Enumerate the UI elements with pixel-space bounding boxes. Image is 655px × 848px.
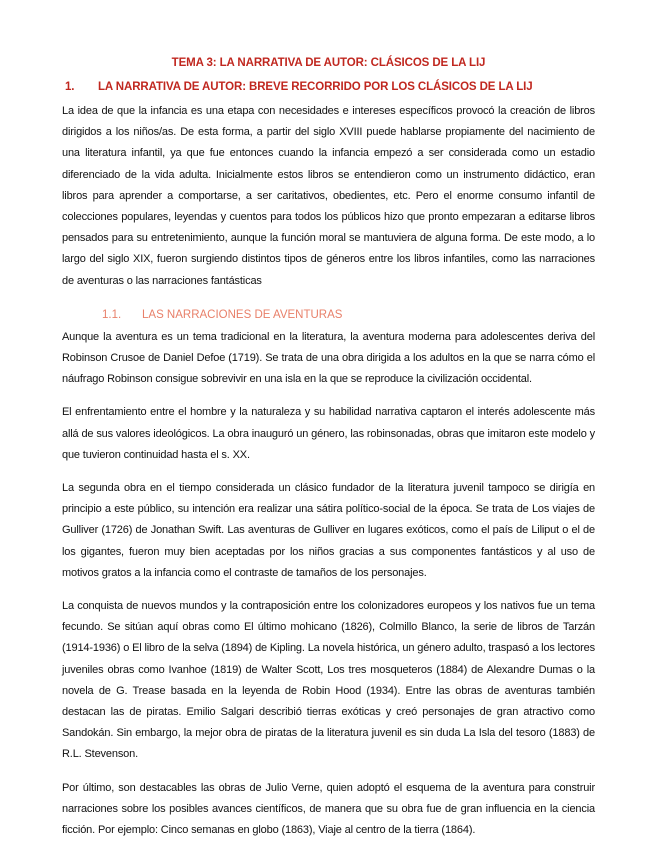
paragraph-julio-verne: Por último, son destacables las obras de Julio Verne, quien adoptó el esquema de la aventura para construir narraciones sobre los posibles avances científicos, de manera que su obra fue de gran influencia en la ciencia ficción. Por ejemplo: Cinco semanas en globo (1863), Viaje al centro de la tierra (1864).	[62, 781, 595, 837]
paragraph-robinson: Aunque la aventura es un tema tradicional en la literatura, la aventura moderna para adolescentes deriva del Robinson Crusoe de Daniel Defoe (1719). Se trata de una obra dirigida a los adultos en la que se narra cómo el náufrago Robinson consigue sobrevivir en una isla en la que se reproduce la civilización occidental.	[62, 330, 595, 386]
section-1-1-title: LAS NARRACIONES DE AVENTURAS	[142, 308, 343, 321]
section-1-1-heading	[62, 308, 595, 323]
section-1-number: 1.	[65, 81, 75, 93]
section-1-paragraph: La idea de que la infancia es una etapa con necesidades e intereses específicos provocó la creación de libros dirigidos a los niños/as. De esta forma, a partir del siglo XVIII puede hablarse propiamente del nacimiento de una literatura infantil, ya que fue entonces cuando la infancia empezó a ser considerada como un estadio diferenciado de la vida adulta. Inicialmente estos libros se entendieron como un instrumento didáctico, eran libros para aprender a comportarse, a ser caritativos, obedientes, etc. Pero el enorme consumo infantil de colecciones populares, leyendas y cuentos para todos los públicos hizo que pronto empezaran a editarse libros pensados para su entretenimiento, aunque la función moral se mantuviera de alguna forma. De este modo, a lo largo del siglo XIX, fueron surgiendo distintos tipos de géneros entre los libros infantiles, como las narraciones de aventuras o las narraciones fantásticas	[62, 105, 595, 287]
paragraph-gulliver: La segunda obra en el tiempo considerada un clásico fundador de la literatura juvenil tampoco se dirigía en principio a este público, su intención era realizar una sátira político-social de la época. Se trata de Los viajes de Gulliver (1726) de Jonathan Swift. Las aventuras de Gulliver en lugares exóticos, como el país de Liliput o el de los gigantes, fueron muy bien aceptadas por los niños gracias a sus componentes fantásticos y al uso de motivos gratos a la infancia como el contraste de tamaños de los personajes.	[62, 482, 595, 579]
document-title: TEMA 3: LA NARRATIVA DE AUTOR: CLÁSICOS DE LA LIJ	[171, 57, 486, 69]
section-1-title: LA NARRATIVA DE AUTOR: BREVE RECORRIDO POR LOS CLÁSICOS DE LA LIJ	[98, 81, 533, 93]
paragraph-conquista: La conquista de nuevos mundos y la contraposición entre los colonizadores europeos y los nativos fue un tema fecundo. Se sitúan aquí obras como El último mohicano (1826), Colmillo Blanco, la serie de libros de Tarzán (1914-1936) o El libro de la selva (1894) de Kipling. La novela histórica, un género adulto, traspasó a los lectores juveniles obras como Ivanhoe (1819) de Walter Scott, Los tres mosqueteros (1884) de Alexandre Dumas o la novela de G. Trease basada en la leyenda de Robin Hood (1934). Entre las obras de aventuras también destacan las de piratas. Emilio Salgari describió tierras exóticas y creó personajes de gran atractivo como Sandokán. Sin embargo, la mejor obra de piratas de la literatura juvenil es sin duda La Isla del tesoro (1883) de R.L. Stevenson.	[62, 600, 595, 761]
section-1-1-number: 1.1.	[102, 308, 122, 321]
section-1-heading	[62, 80, 595, 95]
document-page	[62, 56, 595, 841]
paragraph-robinsonadas: El enfrentamiento entre el hombre y la naturaleza y su habilidad narrativa captaron el interés adolescente más allá de sus valores ideológicos. La obra inauguró un género, las robinsonadas, obras que imitaron este modelo y que tuvieron continuidad hasta el s. XX.	[62, 406, 595, 461]
